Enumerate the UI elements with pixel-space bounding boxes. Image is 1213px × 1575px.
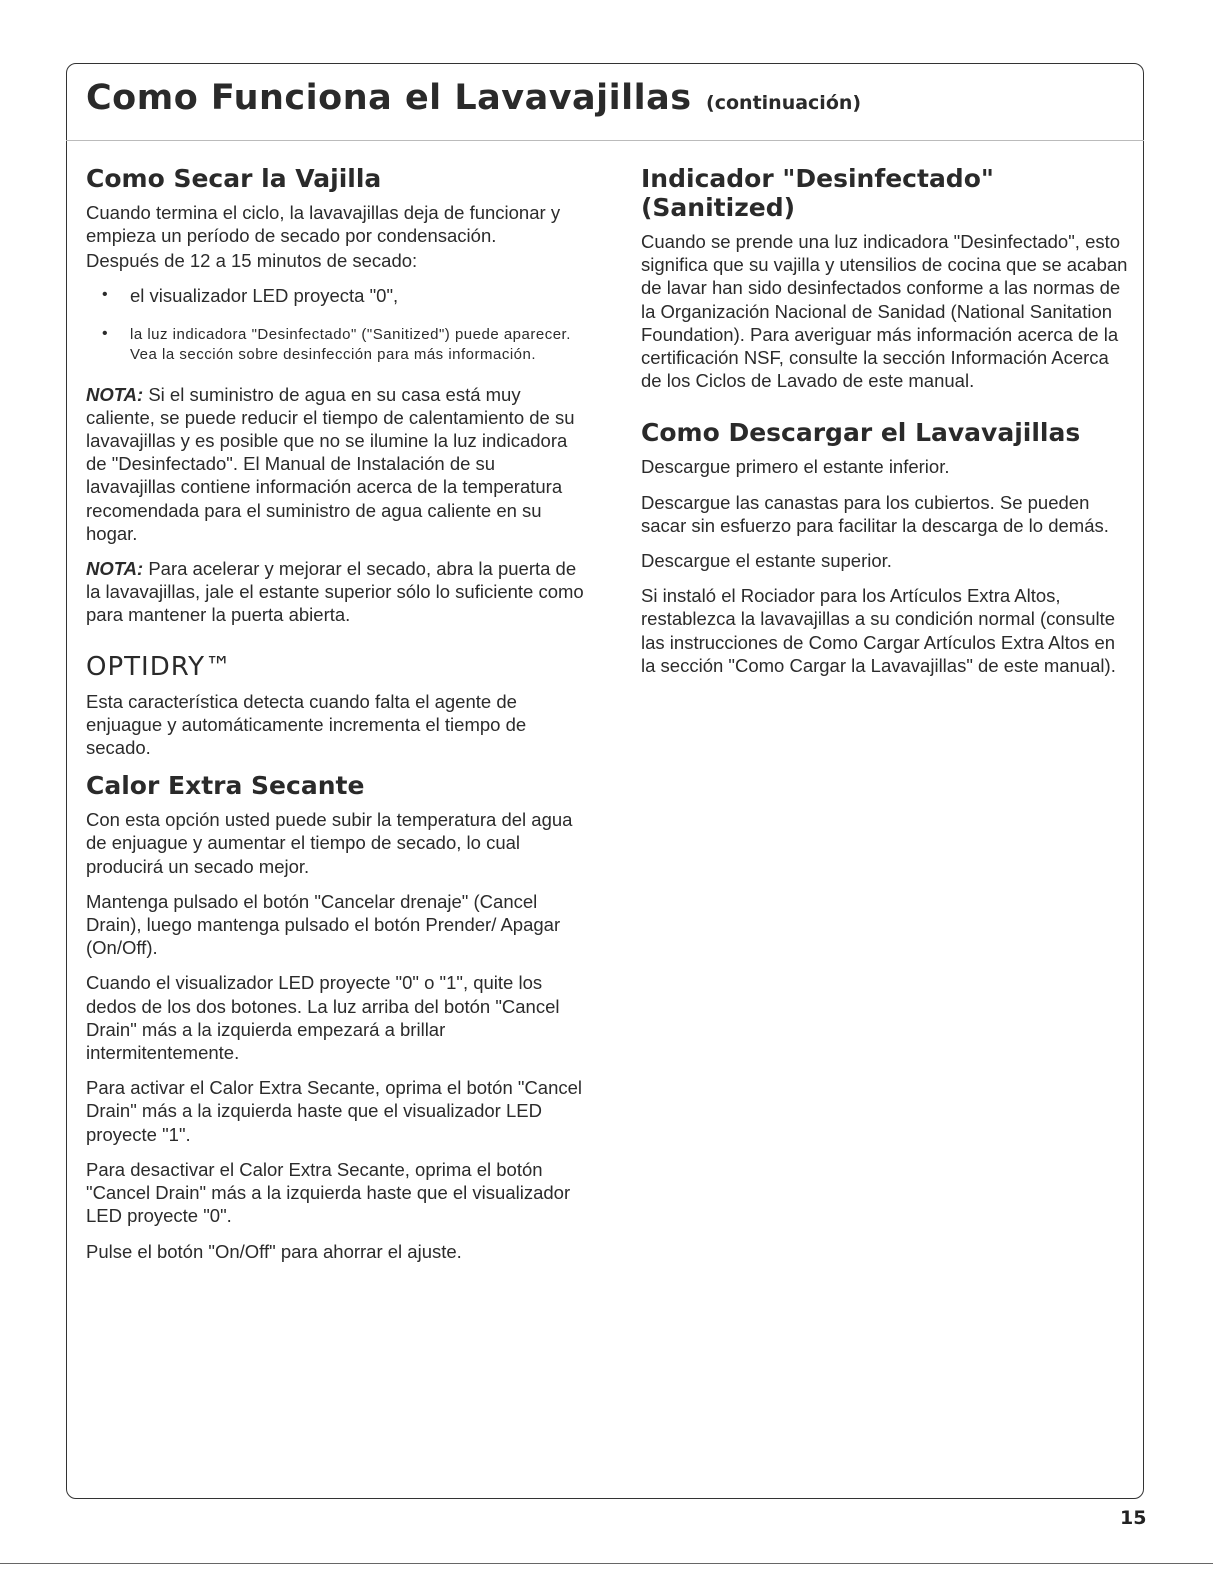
paragraph: Descargue primero el estante inferior. xyxy=(641,456,950,478)
left-column xyxy=(86,164,586,1275)
section-heading: Como Descargar el Lavavajillas xyxy=(641,418,1081,448)
note-paragraph xyxy=(86,557,586,627)
section-secar-vajilla xyxy=(86,164,586,627)
note-paragraph xyxy=(86,383,586,545)
list-item xyxy=(86,285,586,307)
paragraph: Cuando se prende una luz indicadora "Desinfectado", esto significa que su vajilla y utensilios de cocina que se acaban de lavar han sido desinfectados conforme a las normas de la Organización Nacional de Sanidad (National Sanitation Foundation). Para averiguar más información acerca de la certificación NSF, consulte la sección Información Acerca de los Ciclos de Lavado de este manual. xyxy=(641,231,1128,392)
list-item xyxy=(86,325,586,365)
paragraph: Mantenga pulsado el botón "Cancelar drenaje" (Cancel Drain), luego mantenga pulsado el botón Prender/ Apagar (On/Off). xyxy=(86,890,561,959)
paragraph: Para activar el Calor Extra Secante, oprima el botón "Cancel Drain" más a la izquierda haste que el visualizador LED proyecte "1". xyxy=(86,1077,583,1145)
bullet-list xyxy=(86,285,586,365)
page-title: Como Funciona el Lavavajillas xyxy=(86,78,692,118)
paragraph: Si instaló el Rociador para los Artículos Extra Altos, restablezca la lavavajillas a su condición normal (consulte las instrucciones de Como Cargar Artículos Extra Altos en la sección "Como Cargar la Lavavajillas" de este manual). xyxy=(641,585,1116,676)
bottom-divider xyxy=(0,1563,1213,1564)
note-text: Si el suministro de agua en su casa está muy caliente, se puede reducir el tiempo de calentamiento de su lavavajillas y es posible que no se ilumine la luz indicadora de "Desinfectado". El Manual de Instalación de su lavavajillas contiene información acerca de la temperatura recomendada para el suministro de agua caliente en su hogar. xyxy=(86,383,575,544)
header-divider xyxy=(66,140,1144,141)
section-heading: OPTIDRY™ xyxy=(86,651,232,682)
note-label: NOTA: xyxy=(86,558,144,580)
right-column xyxy=(641,164,1131,689)
list-item-text: la luz indicadora "Desinfectado" ("Sanitized") puede aparecer. Vea la sección sobre desinfección para más información. xyxy=(130,325,571,363)
paragraph: Para desactivar el Calor Extra Secante, oprima el botón "Cancel Drain" más a la izquierda haste que el visualizador LED proyecte "0". xyxy=(86,1158,571,1227)
paragraph: Descargue el estante superior. xyxy=(641,550,892,572)
section-heading: Como Secar la Vajilla xyxy=(86,164,382,193)
paragraph: Cuando termina el ciclo, la lavavajillas deja de funcionar y empieza un período de secado por condensación. xyxy=(86,202,561,247)
bullet-icon: • xyxy=(102,324,109,342)
paragraph: Cuando el visualizador LED proyecte "0" o "1", quite los dedos de los dos botones. La luz arriba del botón "Cancel Drain" más a la izquierda empezará a brillar intermitentemente. xyxy=(86,972,560,1064)
section-heading: Calor Extra Secante xyxy=(86,771,365,801)
section-indicador-desinfectado xyxy=(641,164,1131,392)
section-optidry xyxy=(86,653,586,760)
page-number: 15 xyxy=(1120,1507,1147,1529)
page-header xyxy=(86,78,861,118)
page-subtitle: (continuación) xyxy=(706,92,862,114)
paragraph: Con esta opción usted puede subir la temperatura del agua de enjuague y aumentar el tiempo de secado, lo cual producirá un secado mejor. xyxy=(86,809,573,877)
heading-line: Indicador "Desinfectado" xyxy=(641,164,994,193)
section-calor-extra-secante xyxy=(86,771,586,1262)
paragraph: Pulse el botón "On/Off" para ahorrar el ajuste. xyxy=(86,1240,462,1262)
bullet-icon: • xyxy=(102,285,108,303)
section-heading xyxy=(641,164,1131,222)
paragraph: Después de 12 a 15 minutos de secado: xyxy=(86,250,418,272)
note-text: Para acelerar y mejorar el secado, abra la puerta de la lavavajillas, jale el estante superior sólo lo suficiente como para mantener la puerta abierta. xyxy=(86,558,584,626)
paragraph: Esta característica detecta cuando falta el agente de enjuague y automáticamente incrementa el tiempo de secado. xyxy=(86,690,527,759)
note-label: NOTA: xyxy=(86,383,144,405)
section-descargar-lavavajillas xyxy=(641,418,1131,677)
paragraph: Descargue las canastas para los cubiertos. Se pueden sacar sin esfuerzo para facilitar la descarga de lo demás. xyxy=(641,491,1109,536)
list-item-text: el visualizador LED proyecta "0", xyxy=(130,284,399,306)
heading-line: (Sanitized) xyxy=(641,193,796,222)
